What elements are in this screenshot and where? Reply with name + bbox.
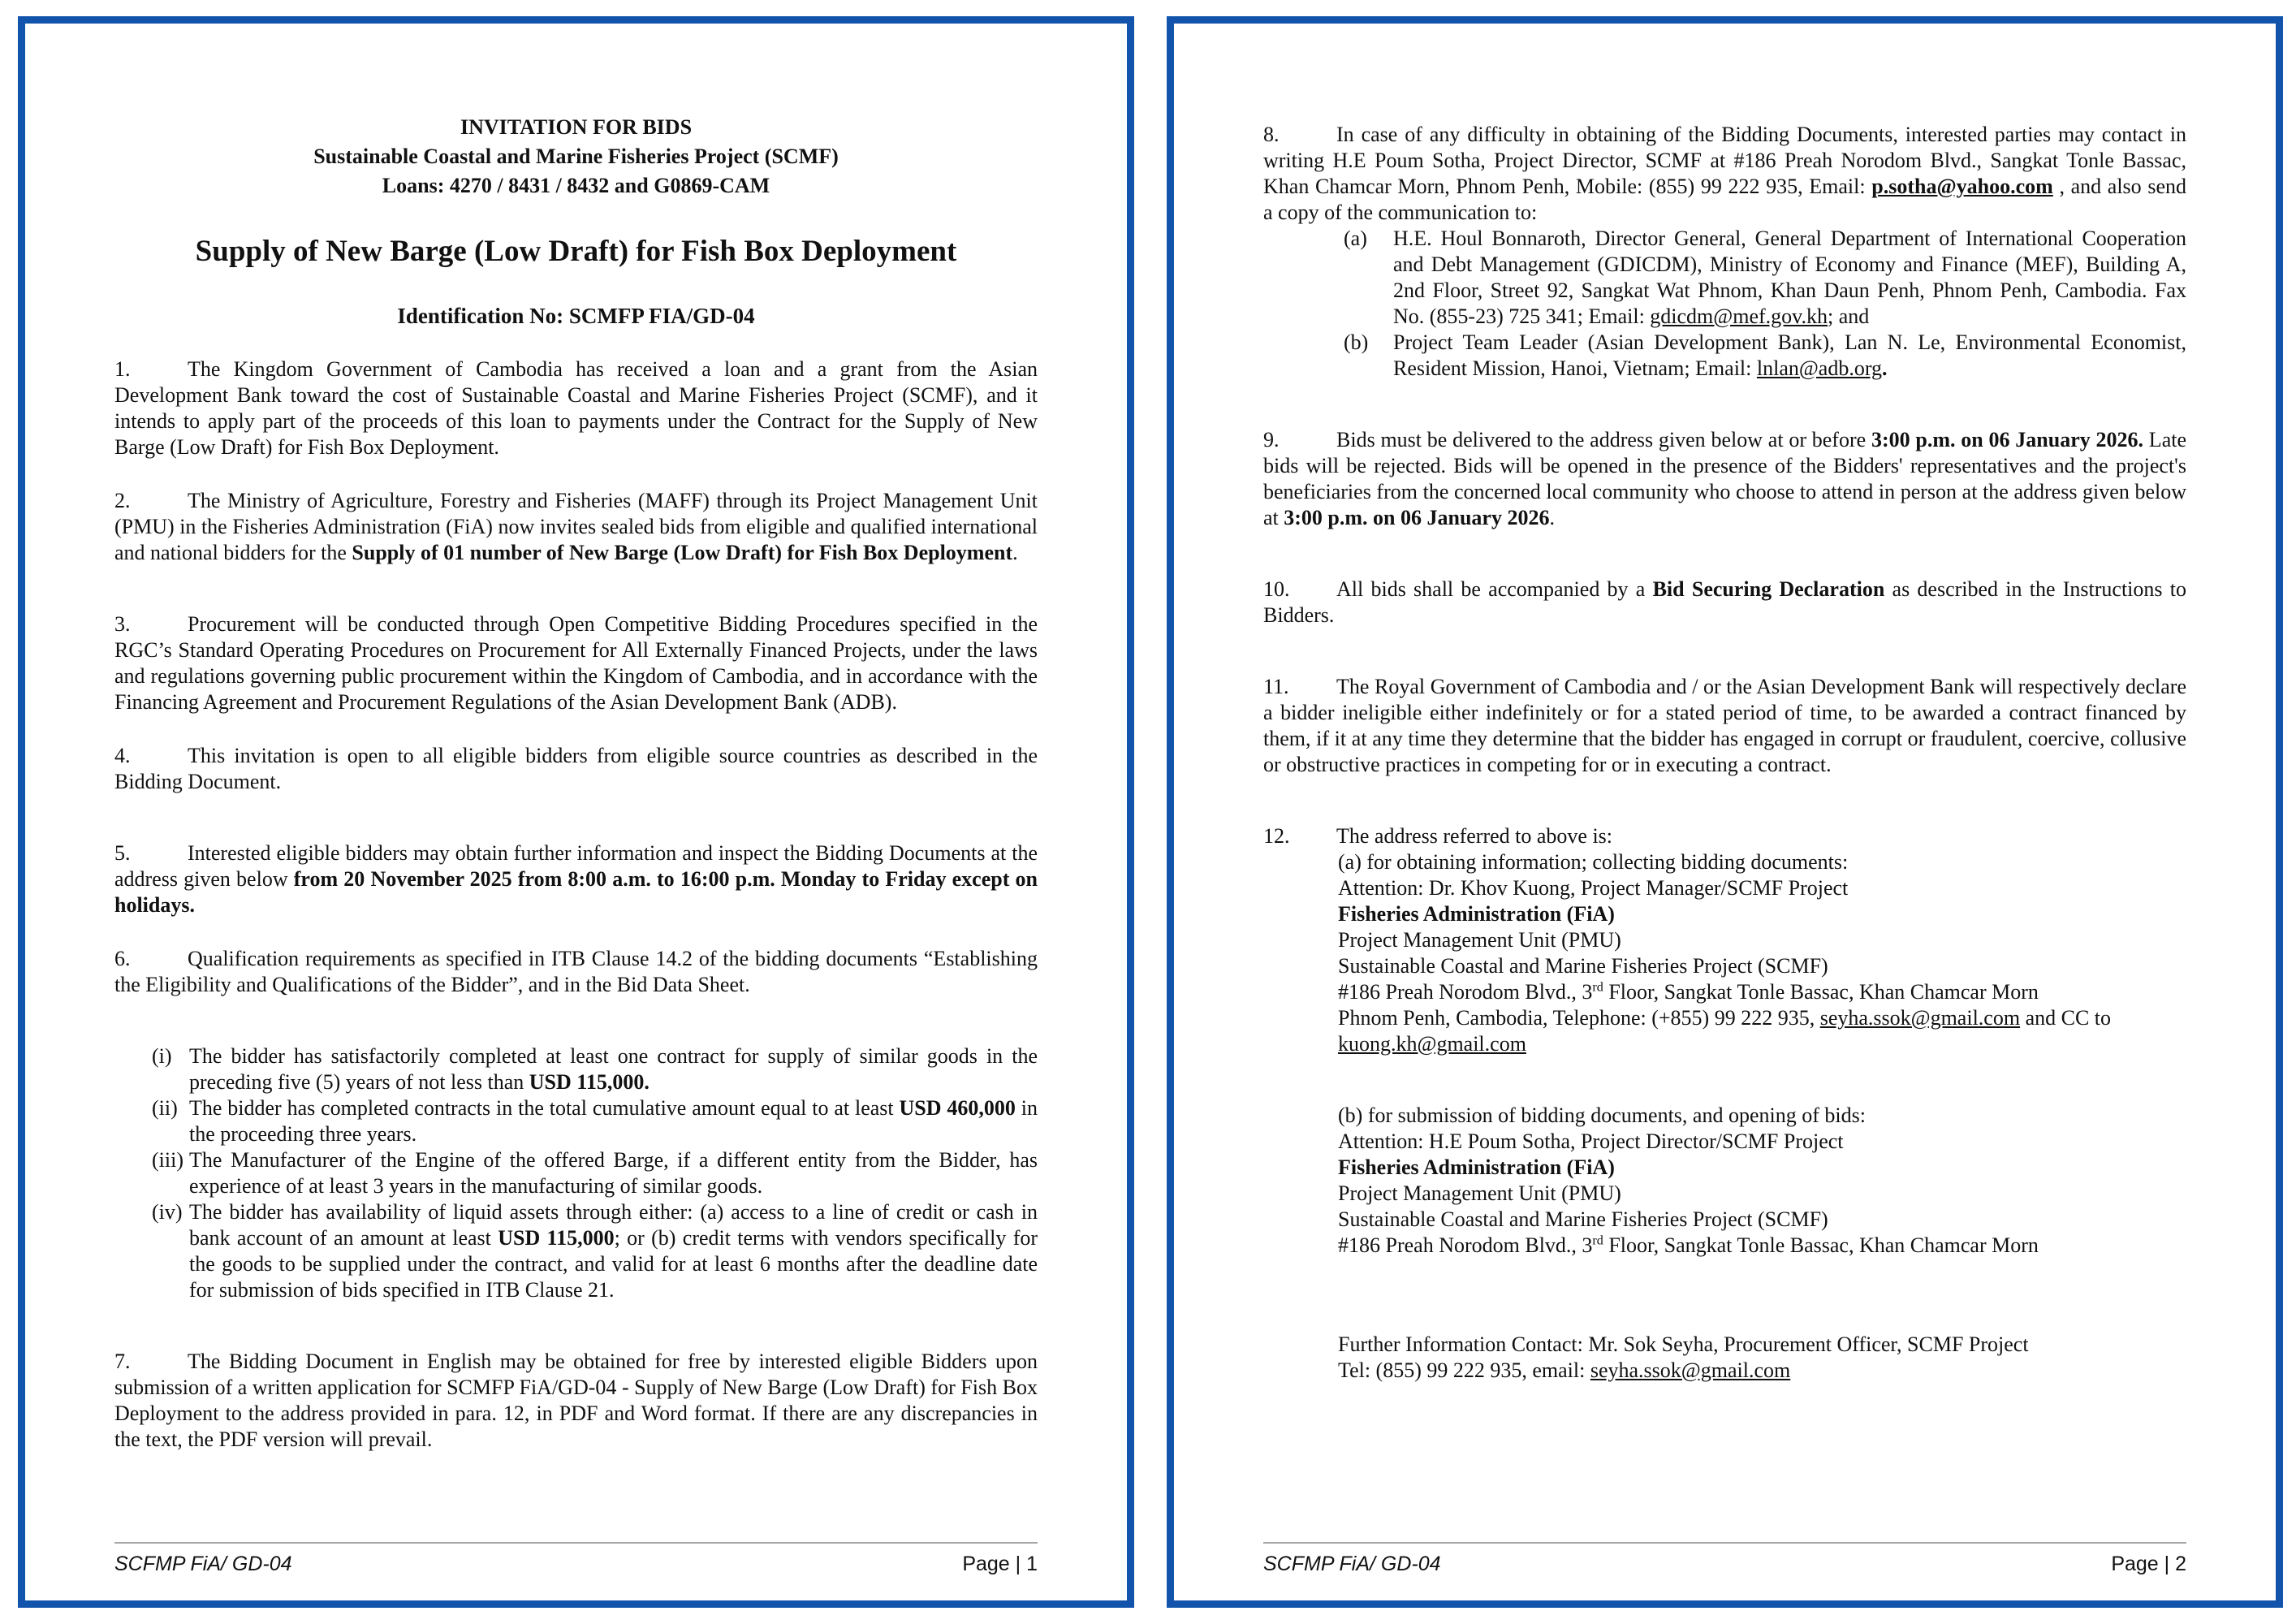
text-run: Floor, Sangkat Tonle Bassac, Khan Chamcar Morn [1603, 1233, 2039, 1257]
paragraph-number: 1. [114, 357, 131, 381]
paragraph [114, 743, 1038, 795]
text-run: The Royal Government of Cambodia and / or the Asian Development Bank will respectively declare a bidder ineligible either indefinitely or for a stated period of time, to be awarded a contract financed by them, if it at any time they determine that the bidder has engaged in corrupt or fraudulent, coercive, collusive or obstructive practices in competing for or in executing a contract. [1263, 675, 2186, 776]
paragraph [1263, 577, 2186, 628]
email-link[interactable]: gdicdm@mef.gov.kh [1650, 304, 1828, 328]
text-run: ; and [1827, 304, 1870, 328]
address-line [1263, 1358, 2186, 1384]
text-run: 3:00 p.m. on 06 January 2026 [1284, 506, 1550, 529]
text-run: Late bids will be rejected. Bids will be opened in the presence of the Bidders' representatives and the project's beneficiaries from the concerned local community who choose to attend in person at the address given below at [1263, 428, 2186, 529]
paragraph-number: 9. [1263, 428, 1280, 451]
address-line [1263, 849, 2186, 875]
paragraph-number: (i) [152, 1044, 172, 1068]
text-run: The bidder has completed contracts in the total cumulative amount equal to at least [189, 1096, 900, 1120]
text-run: rd [1592, 980, 1603, 995]
email-link[interactable]: seyha.ssok@gmail.com [1590, 1358, 1791, 1382]
text-run: H.E. Houl Bonnaroth, Director General, General Department of International Cooperation and Debt Management (GDICDM), Ministry of Economy and Finance (MEF), Building A, 2nd Floor, Street 92, Sangkat Wat Phnom, Khan Daun Penh, Phnom Penh, Cambodia. Fax No. (855-23) 725 341; Email: [1393, 227, 2186, 328]
paragraph-number: 12. [1263, 824, 1290, 848]
paragraph-number: 2. [114, 489, 131, 512]
address-line [1263, 1005, 2186, 1031]
address-line [1263, 979, 2186, 1005]
identification-number: Identification No: SCMFP FIA/GD-04 [397, 304, 755, 328]
text-run: from 20 November 2025 from 8:00 a.m. to 16:00 p.m. Monday to Friday except on holidays. [114, 867, 1038, 917]
paragraph-number: (a) [1344, 227, 1367, 250]
address-line [1263, 1103, 2186, 1129]
page-footer [1263, 1542, 2186, 1576]
header-line: INVITATION FOR BIDS [460, 115, 693, 139]
address-line [1263, 927, 2186, 953]
list-item [1263, 330, 2186, 382]
text-run: USD 115,000. [529, 1070, 650, 1094]
footer-page-number: Page | 1 [962, 1553, 1038, 1575]
address-line [1263, 953, 2186, 979]
email-link[interactable]: p.sotha@yahoo.com [1871, 175, 2053, 198]
paragraph-number: (b) [1344, 330, 1369, 354]
page2-body [1263, 122, 2186, 1384]
text-run: (b) for submission of bidding documents, and opening of bids: [1338, 1104, 1866, 1127]
text-run: Fisheries Administration (FiA) [1338, 1155, 1615, 1179]
page-footer [114, 1542, 1038, 1576]
text-run: Procurement will be conducted through Open Competitive Bidding Procedures specified in the RGC’s Standard Operating Procedures on Procurement for All Externally Financed Projects, under the laws and regulations governing public procurement within the Kingdom of Cambodia, and in accordance with the Financing Agreement and Procurement Regulations of the Asian Development Bank (ADB). [114, 612, 1038, 714]
text-run: Bid Securing Declaration [1652, 577, 1885, 601]
text-run: . [1012, 541, 1018, 564]
paragraph [114, 488, 1038, 566]
text-run: Sustainable Coastal and Marine Fisheries Project (SCMF) [1338, 1207, 1828, 1231]
text-run: USD 460,000 [899, 1096, 1016, 1120]
list-item [114, 1095, 1038, 1147]
list-item [114, 1147, 1038, 1199]
paragraph [114, 840, 1038, 918]
text-run: Supply of 01 number of New Barge (Low Draft) for Fish Box Deployment [352, 541, 1013, 564]
address-line [1263, 1207, 2186, 1233]
text-run: The address referred to above is: [1336, 824, 1613, 848]
header-line: Loans: 4270 / 8431 / 8432 and G0869-CAM [382, 174, 770, 197]
text-run: Further Information Contact: Mr. Sok Seyha, Procurement Officer, SCMF Project [1338, 1332, 2029, 1356]
text-run: Project Management Unit (PMU) [1338, 928, 1621, 952]
text-run: In case of any difficulty in obtaining of the Bidding Documents, interested parties may contact in writing H.E Poum Sotha, Project Director, SCMF at #186 Preah Norodom Blvd., Sangkat Tonle Bassac, Khan Chamcar Morn, Phnom Penh, Mobile: (855) 99 222 935, Email: [1263, 123, 2186, 198]
page-2 [1167, 16, 2283, 1608]
list-item [114, 1043, 1038, 1095]
paragraph-number: (ii) [152, 1096, 178, 1120]
paragraph [1263, 427, 2186, 531]
text-run: , and also send a copy of the communication to: [1263, 175, 2186, 224]
paragraph-number: (iv) [152, 1200, 183, 1224]
text-run: The bidder has satisfactorily completed at least one contract for supply of similar goods in the preceding five (5) years of not less than [189, 1044, 1038, 1094]
text-run: as described in the Instructions to Bidders. [1263, 577, 2186, 627]
paragraph-number: 11. [1263, 675, 1289, 698]
footer-document-ref: SCFMP FiA/ GD-04 [1263, 1553, 1441, 1575]
paragraph [1263, 674, 2186, 778]
text-run: rd [1592, 1233, 1603, 1248]
text-run: Floor, Sangkat Tonle Bassac, Khan Chamcar Morn [1603, 980, 2039, 1004]
text-run: Attention: H.E Poum Sotha, Project Director/SCMF Project [1338, 1129, 1844, 1153]
page1-body [114, 356, 1038, 1453]
paragraph-number: 5. [114, 841, 131, 865]
footer-page-number: Page | 2 [2111, 1553, 2186, 1575]
text-run: in the proceeding three years. [189, 1096, 1038, 1146]
text-run: Project Team Leader (Asian Development Bank), Lan N. Le, Environmental Economist, Resident Mission, Hanoi, Vietnam; Email: [1393, 330, 2186, 380]
address-line [1263, 1233, 2186, 1259]
email-link[interactable]: kuong.kh@gmail.com [1338, 1032, 1526, 1056]
address-line [1263, 1332, 2186, 1358]
text-run: . [1882, 356, 1888, 380]
document-title: Supply of New Barge (Low Draft) for Fish Box Deployment [195, 235, 957, 268]
paragraph-number: 7. [114, 1350, 131, 1373]
list-item [114, 1199, 1038, 1303]
header-line: Sustainable Coastal and Marine Fisheries Project (SCMF) [313, 145, 839, 168]
text-run: . [1549, 506, 1555, 529]
paragraph [1263, 823, 2186, 849]
paragraph [114, 1349, 1038, 1453]
address-line [1263, 1031, 2186, 1057]
text-run: Bids must be delivered to the address given below at or before [1336, 428, 1871, 451]
paragraph-number: 4. [114, 744, 131, 767]
text-run: Qualification requirements as specified in ITB Clause 14.2 of the bidding documents “Establishing the Eligibility and Qualifications of the Bidder”, and in the Bid Data Sheet. [114, 947, 1038, 996]
email-link[interactable]: lnlan@adb.org [1756, 356, 1883, 380]
text-run: Fisheries Administration (FiA) [1338, 902, 1615, 926]
email-link[interactable]: seyha.ssok@gmail.com [1819, 1006, 2021, 1030]
paragraph-number: 8. [1263, 123, 1280, 146]
address-line [1263, 1155, 2186, 1181]
text-run: This invitation is open to all eligible bidders from eligible source countries as described in the Bidding Document. [114, 744, 1038, 793]
text-run: USD 115,000 [498, 1226, 615, 1250]
text-run: Sustainable Coastal and Marine Fisheries Project (SCMF) [1338, 954, 1828, 978]
text-run: Phnom Penh, Cambodia, Telephone: (+855) 99 222 935, [1338, 1006, 1820, 1030]
paragraph [114, 356, 1038, 460]
paragraph [114, 946, 1038, 998]
text-run: The Bidding Document in English may be obtained for free by interested eligible Bidders upon submission of a written application for SCMFP FiA/GD-04 - Supply of New Barge (Low Draft) for Fish Box Deployment to the address provided in para. 12, in PDF and Word format. If there are any discrepancies in the text, the PDF version will prevail. [114, 1350, 1038, 1451]
document-header [114, 113, 1038, 201]
paragraph-number: 6. [114, 947, 131, 970]
paragraph-number: 10. [1263, 577, 1290, 601]
address-line [1263, 1181, 2186, 1207]
text-run: All bids shall be accompanied by a [1336, 577, 1653, 601]
text-run: Project Management Unit (PMU) [1338, 1181, 1621, 1205]
paragraph-number: 3. [114, 612, 131, 636]
text-run: Tel: (855) 99 222 935, email: [1338, 1358, 1590, 1382]
paragraph-number: (iii) [152, 1148, 183, 1172]
text-run: 3:00 p.m. on 06 January 2026. [1871, 428, 2144, 451]
text-run: and CC to [2020, 1006, 2112, 1030]
list-item [1263, 226, 2186, 330]
paragraph [1263, 122, 2186, 226]
address-line [1263, 875, 2186, 901]
text-run: #186 Preah Norodom Blvd., 3 [1338, 1233, 1593, 1257]
footer-document-ref: SCFMP FiA/ GD-04 [114, 1553, 292, 1575]
text-run: The Manufacturer of the Engine of the offered Barge, if a different entity from the Bidder, has experience of at least 3 years in the manufacturing of similar goods. [189, 1148, 1038, 1198]
text-run: The Kingdom Government of Cambodia has received a loan and a grant from the Asian Development Bank toward the cost of Sustainable Coastal and Marine Fisheries Project (SCMF), and it intends to apply part of the proceeds of this loan to payments under the Contract for the Supply of New Barge (Low Draft) for Fish Box Deployment. [114, 357, 1038, 459]
paragraph [114, 611, 1038, 715]
text-run: The Ministry of Agriculture, Forestry and Fisheries (MAFF) through its Project Management Unit (PMU) in the Fisheries Administration (FiA) now invites sealed bids from eligible and qualified international and national bidders for the [114, 489, 1038, 564]
address-line [1263, 1129, 2186, 1155]
text-run: #186 Preah Norodom Blvd., 3 [1338, 980, 1593, 1004]
page-1 [18, 16, 1134, 1608]
text-run: The bidder has availability of liquid assets through either: (a) access to a line of credit or cash in bank account of an amount at least [189, 1200, 1038, 1250]
text-run: Interested eligible bidders may obtain further information and inspect the Bidding Documents at the address given below [114, 841, 1038, 891]
text-run: Attention: Dr. Khov Kuong, Project Manager/SCMF Project [1338, 876, 1849, 900]
text-run: (a) for obtaining information; collecting bidding documents: [1338, 850, 1849, 874]
text-run: ; or (b) credit terms with vendors specifically for the goods to be supplied under the contract, and valid for at least 6 months after the deadline date for submission of bids specified in ITB Clause 21. [189, 1226, 1038, 1302]
address-line [1263, 901, 2186, 927]
